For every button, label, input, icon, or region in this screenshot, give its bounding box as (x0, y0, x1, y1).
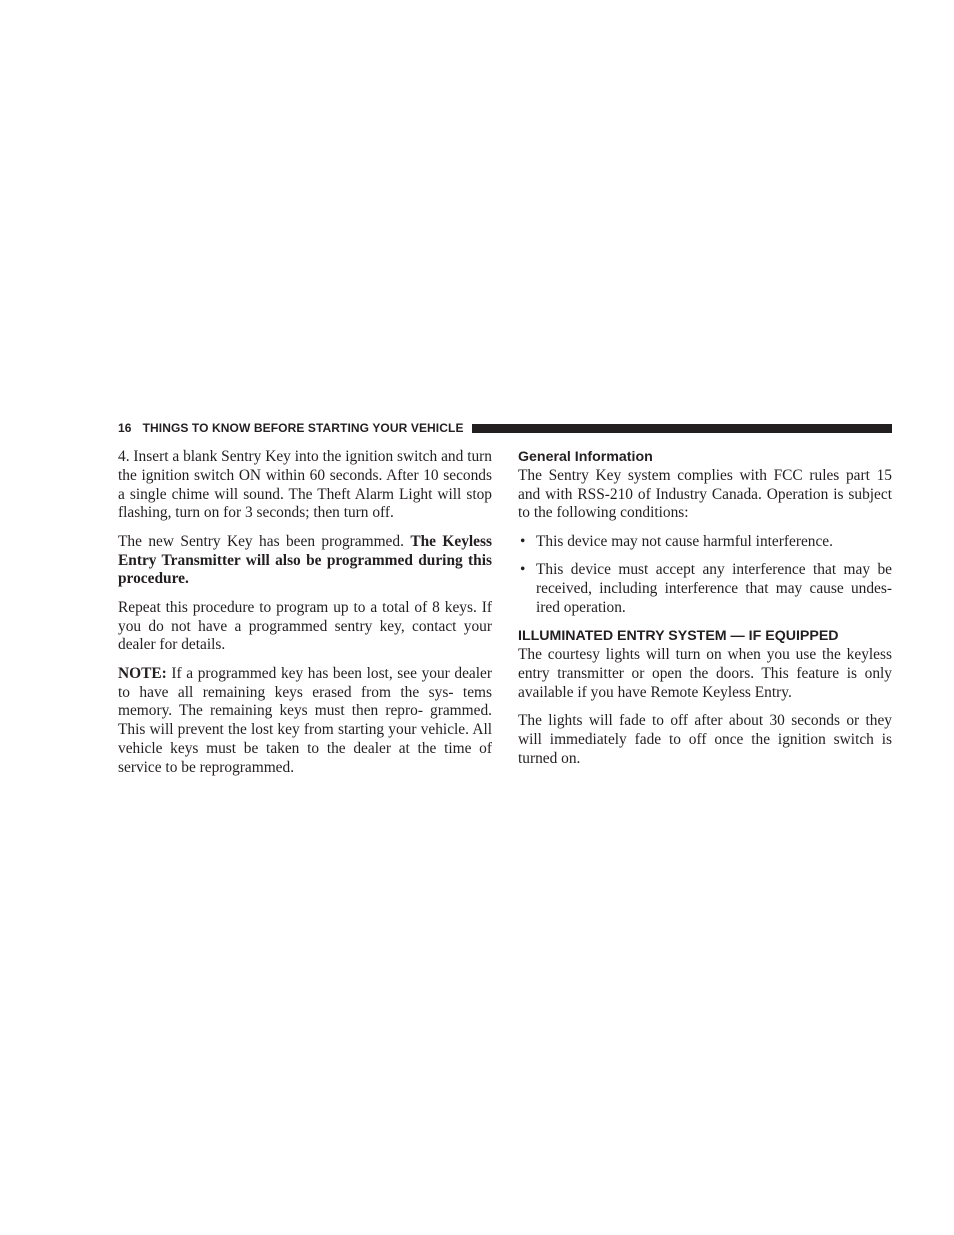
list-item-text: This device must accept any interference that may be received, including interference that may cause undes- ired operation. (536, 561, 892, 616)
right-column (518, 448, 892, 778)
list-item (518, 561, 892, 617)
page-number: 16 (118, 421, 132, 435)
illuminated-entry-paragraph-2: The lights will fade to off after about 30 seconds or they will immediately fade to off once the ignition switch is turned on. (518, 711, 892, 767)
programmed-text: The new Sentry Key has been programmed. (118, 532, 411, 550)
step-4-paragraph: 4. Insert a blank Sentry Key into the ignition switch and turn the ignition switch ON within 60 seconds. After 10 seconds a single chime will sound. The Theft Alarm Light will stop flashing, turn on for 3 seconds; then turn off. (118, 448, 492, 522)
programmed-bold-text: The Keyless Entry Transmitter will also be programmed during this procedure. (118, 532, 492, 588)
list-item (518, 533, 892, 552)
header-rule (472, 424, 892, 433)
programmed-paragraph (118, 533, 492, 589)
note-paragraph (118, 665, 492, 778)
note-label: NOTE: (118, 664, 167, 682)
section-title: THINGS TO KNOW BEFORE STARTING YOUR VEHICLE (142, 421, 464, 435)
left-column (118, 448, 492, 787)
note-text: If a programmed key has been lost, see your dealer to have all remaining keys erased from the sys- tems memory. The remaining keys must then repro- grammed. This will prevent the lost key from starting your vehicle. All vehicle keys must be taken to the dealer at the time of service to be reprogrammed. (118, 664, 492, 776)
bullet-icon: • (520, 532, 526, 550)
general-information-heading: General Information (518, 449, 653, 465)
illuminated-entry-paragraph-1: The courtesy lights will turn on when you use the keyless entry transmitter or open the doors. This feature is only available if you have Remote Keyless Entry. (518, 645, 892, 701)
bullet-icon: • (520, 561, 526, 579)
illuminated-entry-heading: ILLUMINATED ENTRY SYSTEM — IF EQUIPPED (518, 628, 839, 645)
page-header (118, 419, 892, 437)
repeat-paragraph: Repeat this procedure to program up to a total of 8 keys. If you do not have a programmed sentry key, contact your dealer for details. (118, 598, 492, 654)
general-information-paragraph: The Sentry Key system complies with FCC rules part 15 and with RSS-210 of Industry Canada. Operation is subject to the following conditions: (518, 466, 892, 522)
list-item-text: This device may not cause harmful interference. (536, 532, 833, 550)
conditions-list (518, 533, 892, 618)
